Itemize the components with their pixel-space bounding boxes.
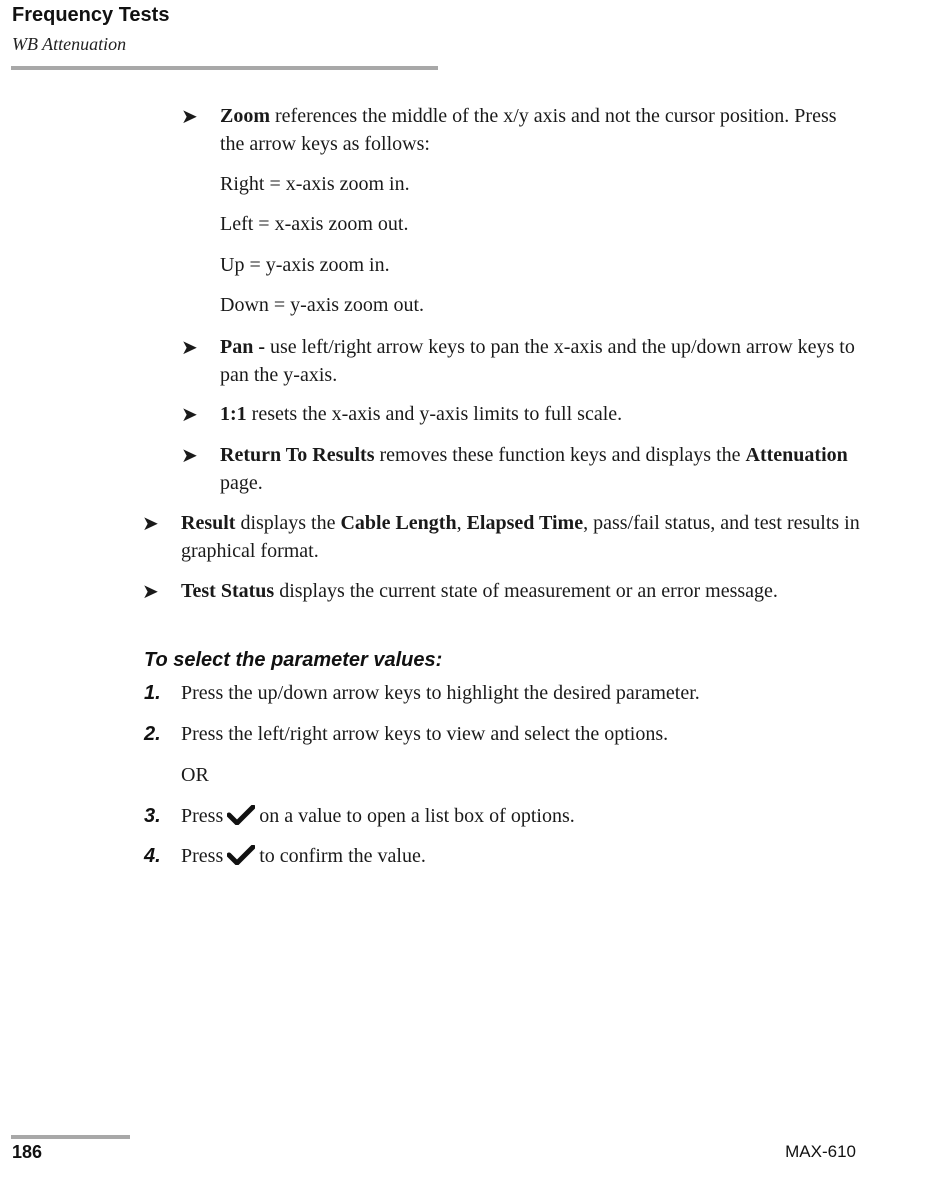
description: displays the	[235, 512, 341, 534]
step-number: 2.	[144, 723, 161, 745]
description: resets the x-axis and y-axis limits to full scale.	[246, 403, 623, 425]
description: ,	[456, 512, 467, 534]
term: Attenuation	[745, 444, 848, 466]
description: page.	[220, 472, 263, 494]
checkmark-icon	[227, 805, 255, 825]
term: 1:1	[220, 403, 247, 425]
sub-bullet-pan	[220, 333, 860, 389]
step-text-before: Press	[181, 805, 224, 827]
zoom-line: Down = y-axis zoom out.	[220, 294, 425, 316]
arrowhead-bullet-icon: ➤	[181, 402, 198, 426]
sub-bullet-one-to-one	[220, 400, 860, 428]
arrowhead-bullet-icon: ➤	[181, 104, 198, 128]
procedure-title: To select the parameter values:	[144, 649, 443, 671]
checkmark-icon	[227, 845, 255, 865]
arrowhead-bullet-icon: ➤	[181, 443, 198, 467]
page-header	[12, 2, 169, 56]
header-rule	[11, 66, 438, 70]
arrowhead-bullet-icon: ➤	[142, 511, 159, 535]
arrowhead-bullet-icon: ➤	[142, 579, 159, 603]
term: Test Status	[181, 580, 275, 602]
step-number: 4.	[144, 845, 161, 867]
page-number: 186	[12, 1142, 43, 1162]
or-text: OR	[181, 764, 209, 786]
step-text-after: on a value to open a list box of options.	[259, 805, 575, 827]
step-text	[181, 802, 575, 830]
term: Elapsed Time	[466, 512, 584, 534]
term: Return To Results	[220, 444, 375, 466]
description: references the middle of the x/y axis and not the cursor position. Press the arrow keys as follows:	[220, 105, 837, 155]
description: , pass/fail status, and test results in graphical format.	[181, 512, 860, 562]
chapter-title: Frequency Tests	[12, 4, 170, 26]
step-text	[181, 842, 426, 870]
sub-bullet-zoom	[220, 102, 860, 158]
zoom-line: Right = x-axis zoom in.	[220, 173, 410, 195]
step-text: Press the up/down arrow keys to highlight the desired parameter.	[181, 682, 700, 704]
zoom-line: Up = y-axis zoom in.	[220, 254, 390, 276]
zoom-line: Left = x-axis zoom out.	[220, 213, 409, 235]
description: displays the current state of measurement or an error message.	[274, 580, 778, 602]
step-number: 1.	[144, 682, 161, 704]
sub-bullet-return-to-results	[220, 441, 860, 497]
description: use left/right arrow keys to pan the x-axis and the up/down arrow keys to pan the y-axis.	[220, 336, 855, 386]
description: removes these function keys and displays the	[374, 444, 746, 466]
term: Pan -	[220, 336, 265, 358]
step-number: 3.	[144, 805, 161, 827]
bullet-result	[181, 509, 861, 565]
term: Result	[181, 512, 236, 534]
footer-rule	[11, 1135, 130, 1139]
product-name: MAX-610	[785, 1142, 856, 1161]
term: Zoom	[220, 105, 270, 127]
step-text: Press the left/right arrow keys to view and select the options.	[181, 723, 669, 745]
step-text-after: to confirm the value.	[259, 845, 426, 867]
bullet-test-status	[181, 577, 821, 605]
section-title: WB Attenuation	[12, 34, 127, 54]
arrowhead-bullet-icon: ➤	[181, 335, 198, 359]
term: Cable Length	[340, 512, 457, 534]
step-text-before: Press	[181, 845, 224, 867]
